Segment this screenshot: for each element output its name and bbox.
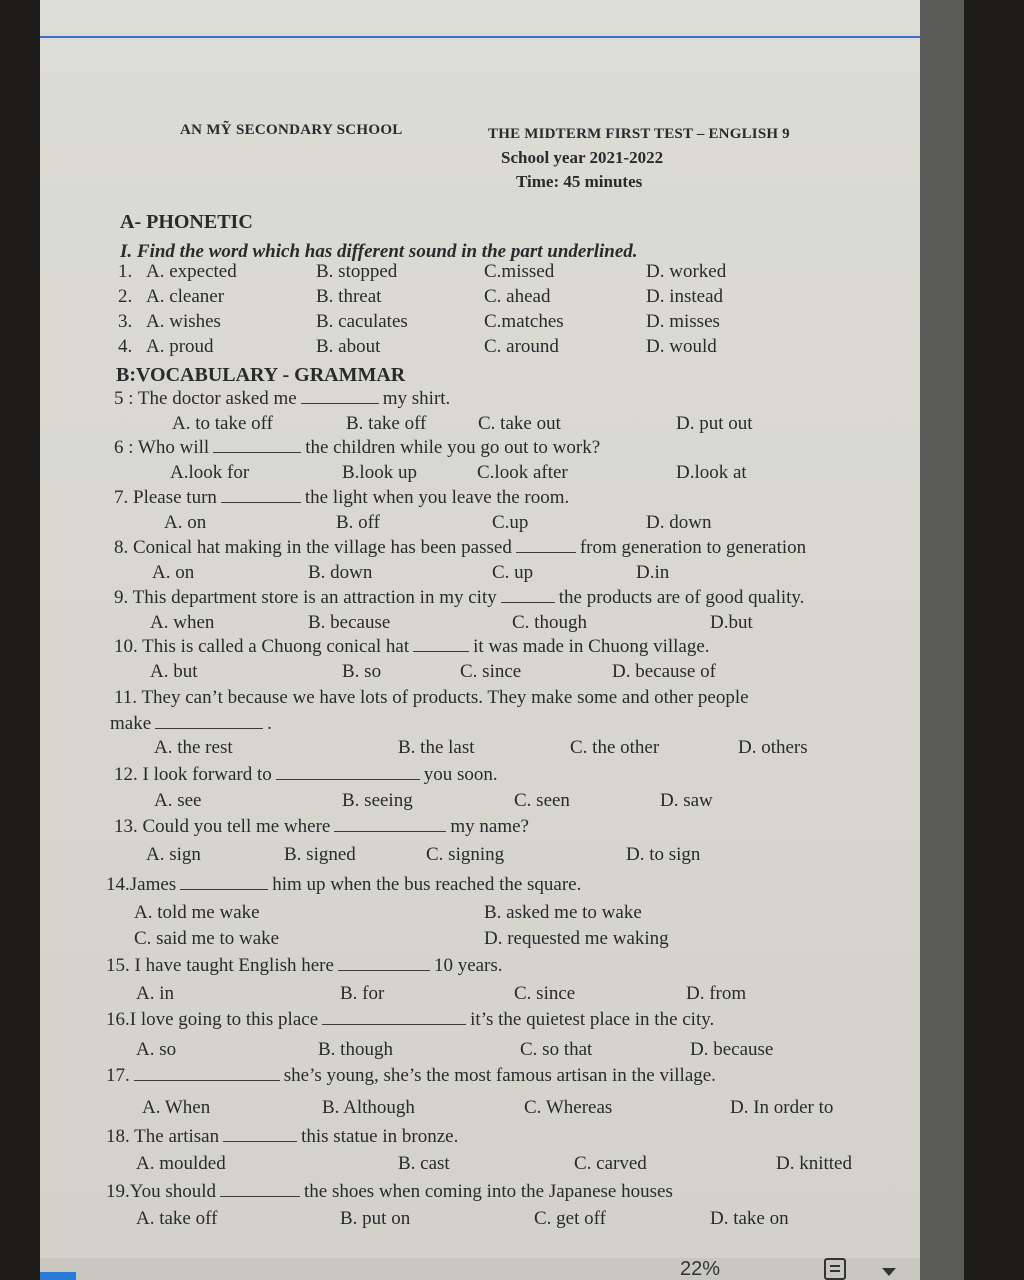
answer-option-c[interactable]: C.look after — [477, 462, 568, 483]
question-text-after: the shoes when coming into the Japanese houses — [304, 1181, 673, 1202]
answer-blank[interactable] — [220, 1182, 300, 1197]
answer-option-a[interactable]: A. when — [150, 612, 215, 633]
answer-blank[interactable] — [338, 956, 430, 971]
answer-option-b[interactable]: B. so — [342, 661, 382, 682]
question-5 — [114, 388, 450, 410]
answer-option-b[interactable]: B. seeing — [342, 790, 413, 811]
question-text: 6 : Who will — [114, 437, 210, 458]
phonetic-option-a: A. wishes — [146, 311, 221, 332]
question-text-after: him up when the bus reached the square. — [272, 874, 582, 895]
question-text-after: the children while you go out to work? — [305, 437, 601, 458]
question-text: 15. I have taught English here — [106, 955, 334, 976]
question-19 — [106, 1181, 673, 1203]
question-text: 7. Please turn — [114, 487, 217, 508]
question-text: 10. This is called a Chuong conical hat — [114, 636, 410, 657]
answer-option-a[interactable]: A. on — [164, 512, 207, 533]
answer-option-d[interactable]: D. In order to — [730, 1097, 834, 1118]
phonetic-option-d: D. would — [646, 336, 717, 357]
answer-option-a[interactable]: A. so — [136, 1039, 177, 1060]
question-11 — [114, 687, 749, 709]
question-16 — [106, 1009, 714, 1031]
question-text-after: the light when you leave the room. — [304, 487, 570, 508]
question-8 — [114, 537, 806, 559]
answer-option-c[interactable]: C. since — [514, 983, 576, 1004]
phonetic-option-b: B. threat — [316, 286, 382, 307]
answer-option-c[interactable]: C. the other — [570, 737, 660, 758]
answer-option-c[interactable]: C. get off — [534, 1208, 606, 1229]
phonetic-option-c: C.matches — [484, 311, 564, 332]
question-12 — [114, 764, 498, 786]
question-text-after: my name? — [450, 816, 529, 837]
answer-option-b[interactable]: B. Although — [322, 1097, 415, 1118]
question-text-after: . — [267, 713, 272, 734]
answer-blank[interactable] — [134, 1066, 280, 1081]
phonetic-number: 3. — [118, 311, 133, 332]
answer-option-a[interactable]: A. on — [152, 562, 195, 583]
question-text: make — [110, 713, 152, 734]
answer-option-c[interactable]: C. since — [460, 661, 522, 682]
answer-option-c[interactable]: C. Whereas — [524, 1097, 613, 1118]
answer-option-b[interactable]: B. down — [308, 562, 373, 583]
answer-option-a[interactable]: A. but — [150, 661, 198, 682]
answer-blank[interactable] — [322, 1010, 466, 1025]
answer-blank[interactable] — [413, 637, 469, 652]
answer-option-c[interactable]: C.up — [492, 512, 529, 533]
answer-option-a[interactable]: A. sign — [146, 844, 201, 865]
answer-option-b[interactable]: B. though — [318, 1039, 393, 1060]
phonetic-option-a: A. expected — [146, 261, 237, 282]
answer-option-c[interactable]: C. take out — [478, 413, 561, 434]
viewer-side-panel — [920, 0, 964, 1280]
section-phonetic: A- PHONETIC — [120, 211, 253, 233]
answer-option-d[interactable]: D. requested me waking — [484, 928, 669, 949]
answer-option-b[interactable]: B. because — [308, 612, 391, 633]
answer-option-a[interactable]: A. told me wake — [134, 902, 260, 923]
answer-option-b[interactable]: B. asked me to wake — [484, 902, 642, 923]
answer-option-b[interactable]: B. cast — [398, 1153, 450, 1174]
answer-option-d[interactable]: D. from — [686, 983, 747, 1004]
phonetic-option-d: D. worked — [646, 261, 727, 282]
answer-option-c[interactable]: C. signing — [426, 844, 505, 865]
answer-option-d[interactable]: D. to sign — [626, 844, 701, 865]
phonetic-option-d: D. instead — [646, 286, 724, 307]
answer-option-b[interactable]: B.look up — [342, 462, 417, 483]
question-text-after: the products are of good quality. — [558, 587, 805, 608]
answer-blank[interactable] — [213, 438, 301, 453]
question-text-after: 10 years. — [433, 955, 503, 976]
phonetic-option-b: B. caculates — [316, 311, 408, 332]
zoom-level[interactable]: 22% — [680, 1258, 721, 1280]
phonetic-option-c: C.missed — [484, 261, 555, 282]
answer-blank[interactable] — [276, 765, 420, 780]
question-text-after: it was made in Chuong village. — [473, 636, 710, 657]
answer-option-c[interactable]: C. so that — [520, 1039, 593, 1060]
answer-option-d[interactable]: D.but — [710, 612, 753, 633]
answer-option-d[interactable]: D. put out — [676, 413, 753, 434]
question-text: 18. The artisan — [106, 1126, 220, 1147]
document-page — [40, 0, 920, 1280]
answer-option-a[interactable]: A. moulded — [136, 1153, 226, 1174]
answer-option-d[interactable]: D. because — [690, 1039, 774, 1060]
question-text: 16.I love going to this place — [106, 1009, 319, 1030]
answer-blank[interactable] — [501, 588, 555, 603]
phonetic-option-b: B. stopped — [316, 261, 398, 282]
phonetic-number: 2. — [118, 286, 133, 307]
answer-option-b[interactable]: B. the last — [398, 737, 475, 758]
answer-blank[interactable] — [334, 817, 446, 832]
answer-option-d[interactable]: D. knitted — [776, 1153, 852, 1174]
school-name: AN MỸ SECONDARY SCHOOL — [180, 122, 403, 138]
question-text: 12. I look forward to — [114, 764, 272, 785]
page-top-rule — [40, 36, 920, 38]
viewer-indicator — [40, 1272, 76, 1280]
question-15 — [106, 955, 503, 977]
answer-option-a[interactable]: A. When — [142, 1097, 211, 1118]
answer-option-d[interactable]: D. others — [738, 737, 808, 758]
question-text: 13. Could you tell me where — [114, 816, 331, 837]
answer-blank[interactable] — [516, 538, 576, 553]
answer-option-a[interactable]: A. in — [136, 983, 174, 1004]
question-text: 11. They can’t because we have lots of products. They make some and other people — [114, 687, 749, 708]
answer-option-a[interactable]: A. take off — [136, 1208, 218, 1229]
question-6 — [114, 437, 600, 459]
menu-icon[interactable] — [824, 1258, 846, 1280]
answer-blank[interactable] — [180, 875, 268, 890]
answer-option-b[interactable]: B. for — [340, 983, 385, 1004]
phonetic-number: 1. — [118, 261, 133, 282]
chevron-down-icon[interactable] — [882, 1268, 896, 1276]
answer-option-a[interactable]: A. the rest — [154, 737, 233, 758]
answer-option-a[interactable]: A.look for — [170, 462, 250, 483]
question-10 — [114, 636, 710, 658]
answer-option-a[interactable]: A. see — [154, 790, 202, 811]
answer-blank[interactable] — [155, 714, 263, 729]
answer-option-d[interactable]: D. because of — [612, 661, 716, 682]
question-text-after: this statue in bronze. — [301, 1126, 459, 1147]
answer-blank[interactable] — [221, 488, 301, 503]
answer-option-c[interactable]: C. seen — [514, 790, 570, 811]
answer-option-b[interactable]: B. signed — [284, 844, 356, 865]
question-text: 8. Conical hat making in the village has been passed — [114, 537, 512, 558]
answer-option-c[interactable]: C. carved — [574, 1153, 647, 1174]
question-11-continued — [110, 713, 272, 735]
question-14 — [106, 874, 581, 896]
question-text-after: it’s the quietest place in the city. — [470, 1009, 715, 1030]
answer-option-b[interactable]: B. take off — [346, 413, 427, 434]
answer-option-c[interactable]: C. up — [492, 562, 534, 583]
answer-option-d[interactable]: D. down — [646, 512, 712, 533]
answer-option-d[interactable]: D. take on — [710, 1208, 789, 1229]
viewer-toolbar — [40, 1258, 920, 1280]
answer-option-c[interactable]: C. though — [512, 612, 587, 633]
phonetic-option-c: C. around — [484, 336, 559, 357]
question-text: 19.You should — [106, 1181, 216, 1202]
answer-option-d[interactable]: D.look at — [676, 462, 747, 483]
question-text-after: she’s young, she’s the most famous artisan in the village. — [283, 1065, 716, 1086]
phonetic-option-a: A. cleaner — [146, 286, 225, 307]
answer-option-b[interactable]: B. off — [336, 512, 380, 533]
question-text: 17. — [106, 1065, 130, 1086]
test-time: Time: 45 minutes — [516, 172, 643, 191]
test-title: THE MIDTERM FIRST TEST – ENGLISH 9 — [488, 126, 790, 142]
question-text-after: you soon. — [423, 764, 498, 785]
answer-option-d[interactable]: D. saw — [660, 790, 713, 811]
question-13 — [114, 816, 529, 838]
answer-option-b[interactable]: B. put on — [340, 1208, 411, 1229]
question-text: 9. This department store is an attraction in my city — [114, 587, 497, 608]
section-vocabulary: B:VOCABULARY - GRAMMAR — [116, 364, 406, 386]
question-18 — [106, 1126, 458, 1148]
question-text-after: my shirt. — [382, 388, 451, 409]
question-7 — [114, 487, 569, 509]
answer-blank[interactable] — [301, 389, 379, 404]
instruction-phonetic: I. Find the word which has different sound in the part underlined. — [120, 241, 638, 262]
phonetic-option-c: C. ahead — [484, 286, 551, 307]
phonetic-option-a: A. proud — [146, 336, 214, 357]
school-year: School year 2021-2022 — [501, 148, 664, 167]
answer-blank[interactable] — [223, 1127, 297, 1142]
question-text: 14.James — [106, 874, 177, 895]
answer-option-a[interactable]: A. to take off — [172, 413, 273, 434]
answer-option-c[interactable]: C. said me to wake — [134, 928, 280, 949]
question-9 — [114, 587, 804, 609]
question-text: 5 : The doctor asked me — [114, 388, 297, 409]
phonetic-option-b: B. about — [316, 336, 381, 357]
question-text-after: from generation to generation — [579, 537, 807, 558]
phonetic-number: 4. — [118, 336, 133, 357]
phonetic-option-d: D. misses — [646, 311, 720, 332]
answer-option-d[interactable]: D.in — [636, 562, 670, 583]
question-17 — [106, 1065, 716, 1087]
